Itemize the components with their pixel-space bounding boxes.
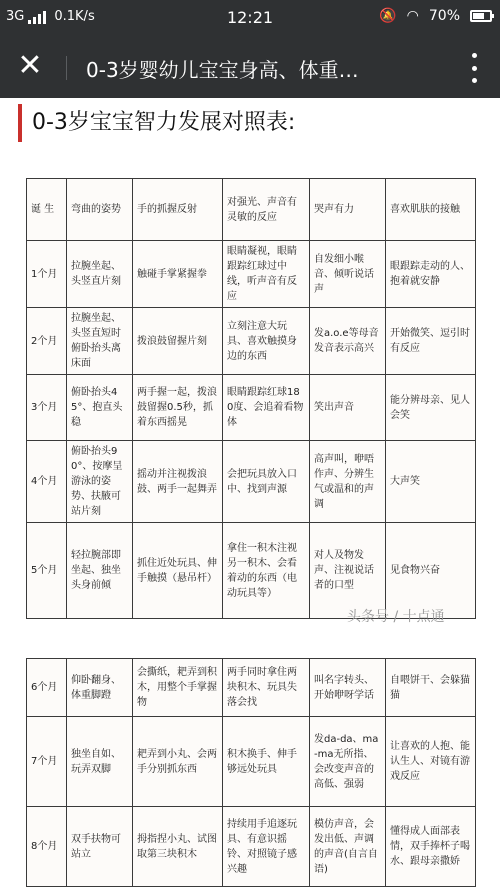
- table-cell: 自发细小喉音、倾听说话声: [310, 241, 386, 308]
- table-cell: 两手同时拿住两块积木、玩具失落会找: [223, 659, 310, 717]
- table-cell: 双手扶物可站立: [67, 807, 133, 887]
- table-cell: 自喂饼干、会躲猫猫: [386, 659, 476, 717]
- table-cell: 见食物兴奋: [386, 523, 476, 619]
- battery-fill: [473, 13, 484, 19]
- nav-bar: [0, 36, 500, 98]
- table-cell: 发a.o.e等母音发音表示高兴: [310, 308, 386, 375]
- battery-percent: 70%: [428, 8, 460, 24]
- table-cell: 高声叫，咿唔作声、分辨生气或温和的声调: [310, 441, 386, 523]
- table-cell: 眼睛凝视，眼睛跟踪红球过中线，听声音有反应: [223, 241, 310, 308]
- table-cell: 拉腕坐起、头竖直片刻: [67, 241, 133, 308]
- table-cell: 触碰手掌紧握拳: [133, 241, 223, 308]
- table-cell: 懂得成人面部表情，双手捧杯子喝水、跟母亲撒娇: [386, 807, 476, 887]
- table-cell: 6个月: [27, 659, 67, 717]
- status-time: 12:21: [226, 8, 274, 27]
- table-cell: 哭声有力: [310, 179, 386, 241]
- close-icon[interactable]: ✕: [17, 48, 43, 83]
- table-cell: 拨浪鼓留握片刻: [133, 308, 223, 375]
- table-cell: 积木换手、伸手够远处玩具: [223, 717, 310, 807]
- table-cell: 会把玩具放入口中、找到声源: [223, 441, 310, 523]
- page-title: 0-3岁婴幼儿宝宝身高、体重…: [86, 58, 359, 82]
- table-cell: 持续用手追逐玩具、有意识摇铃、对照镜子感兴趣: [223, 807, 310, 887]
- article-heading: 0-3岁宝宝智力发展对照表:: [18, 104, 295, 142]
- table-cell: 笑出声音: [310, 375, 386, 441]
- table-cell: 叫名字转头、开始咿呀学话: [310, 659, 386, 717]
- table-row: [27, 441, 476, 523]
- table-cell: 8个月: [27, 807, 67, 887]
- table-cell: 摇动并注视拨浪鼓、两手一起舞弄: [133, 441, 223, 523]
- table-cell: 耙弄到小丸、会两手分别抓东西: [133, 717, 223, 807]
- table-cell: 眼睛跟踪红球180度、会追着看物体: [223, 375, 310, 441]
- table-row: [27, 241, 476, 308]
- table-cell: 对人及物发声、注视说话者的口型: [310, 523, 386, 619]
- table-row: [27, 308, 476, 375]
- table-cell: 轻拉腕部即坐起、独坐头身前倾: [67, 523, 133, 619]
- table-cell: 让喜欢的人抱、能认生人、对镜有游戏反应: [386, 717, 476, 807]
- wifi-icon: ◠: [406, 8, 419, 24]
- table-cell: 开始微笑、逗引时有反应: [386, 308, 476, 375]
- table-cell: 仰卧翻身、体重脚蹬: [67, 659, 133, 717]
- table-cell: 模仿声音，会发出低、声调的声音(自言自语): [310, 807, 386, 887]
- table-cell: 1个月: [27, 241, 67, 308]
- table-cell: 会撕纸，耙弄到积木，用整个手掌握物: [133, 659, 223, 717]
- mute-icon: 🔕: [379, 8, 397, 24]
- table-cell: 拿住一积木注视另一积木、会看着动的东西（电动玩具等）: [223, 523, 310, 619]
- table-cell: 弯曲的姿势: [67, 179, 133, 241]
- table-cell: 能分辨母亲、见人会笑: [386, 375, 476, 441]
- table-cell: 喜欢肌肤的接触: [386, 179, 476, 241]
- table-cell: 拇指捏小丸、试图取第三块积木: [133, 807, 223, 887]
- table-cell: 大声笑: [386, 441, 476, 523]
- table-cell: 拉腕坐起、头竖直短时俯卧抬头离床面: [67, 308, 133, 375]
- table-cell: 诞 生: [27, 179, 67, 241]
- table-cell: 抓住近处玩具、伸手触摸（悬吊杆）: [133, 523, 223, 619]
- table-row: [27, 375, 476, 441]
- nav-divider: [66, 56, 67, 80]
- battery-icon: [470, 10, 492, 22]
- table-cell: 3个月: [27, 375, 67, 441]
- status-right: [379, 8, 492, 24]
- table-cell: 独坐自如、玩弄双脚: [67, 717, 133, 807]
- table-cell: 对强光、声音有灵敏的反应: [223, 179, 310, 241]
- table-row: [27, 717, 476, 807]
- network-type: 3G: [6, 9, 25, 24]
- table-cell: 立刻注意大玩具、喜欢触摸身边的东西: [223, 308, 310, 375]
- watermark: 头条号 / 十点通: [347, 609, 445, 625]
- development-table: [26, 178, 476, 619]
- table-cell: 手的抓握反射: [133, 179, 223, 241]
- table-cell: 5个月: [27, 523, 67, 619]
- table-header-row: [27, 179, 476, 241]
- development-table-2: [26, 658, 476, 887]
- table-cell: 俯卧抬头90°、按摩呈游泳的姿势、扶腋可站片刻: [67, 441, 133, 523]
- table-cell: 俯卧抬头45°、抱直头稳: [67, 375, 133, 441]
- table-cell: 4个月: [27, 441, 67, 523]
- development-table-part-1: [26, 178, 475, 619]
- table-row: [27, 659, 476, 717]
- table-row: [27, 807, 476, 887]
- table-row: [27, 523, 476, 619]
- status-bar: [0, 0, 500, 36]
- table-cell: 眼跟踪走动的人、抱着就安静: [386, 241, 476, 308]
- table-cell: 两手握一起，拨浪鼓留握0.5秒，抓着东西摇晃: [133, 375, 223, 441]
- development-table-part-2: [26, 658, 475, 887]
- table-cell: 2个月: [27, 308, 67, 375]
- network-speed: 0.1K/s: [54, 9, 95, 24]
- table-cell: 7个月: [27, 717, 67, 807]
- more-options-icon[interactable]: [470, 53, 478, 83]
- table-cell: 发da-da、ma-ma无所指、会改变声音的高低、强弱: [310, 717, 386, 807]
